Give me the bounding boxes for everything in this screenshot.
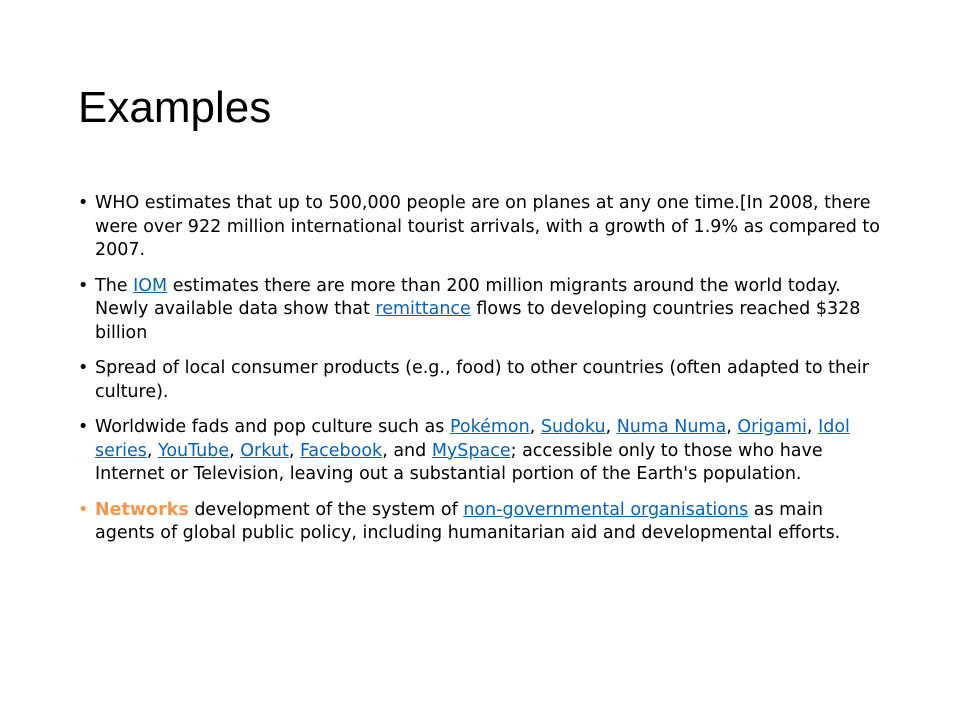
bullet-item-iom bbox=[78, 275, 886, 346]
link-sudoku[interactable]: Sudoku bbox=[540, 417, 606, 437]
link-ngo[interactable]: non-governmental organisations bbox=[463, 499, 749, 520]
bullet-list bbox=[78, 192, 886, 558]
link-remittance[interactable]: remittance bbox=[375, 299, 471, 319]
bullet-item-consumer-products bbox=[78, 357, 886, 404]
bullet-item-who bbox=[78, 192, 886, 263]
link-orkut[interactable]: Orkut bbox=[240, 440, 289, 461]
bullet-icon: • bbox=[78, 499, 89, 520]
highlight-networks: Networks bbox=[95, 499, 189, 520]
bullet-icon: • bbox=[78, 193, 89, 213]
separator: , bbox=[288, 440, 300, 461]
separator: , and bbox=[382, 440, 432, 461]
link-youtube[interactable]: YouTube bbox=[157, 440, 230, 461]
link-origami[interactable]: Origami bbox=[737, 417, 807, 437]
bullet-icon: • bbox=[78, 275, 89, 296]
bullet-text: WHO estimates that up to 500,000 people are on planes at any one time.[In 2008, there were over 922 million international tourist arrivals, with a growth of 1.9% as compared to 2007. bbox=[95, 193, 881, 260]
bullet-text: as main agents of global public policy, including humanitarian aid and developmental efforts. bbox=[95, 499, 841, 543]
separator: , bbox=[726, 417, 738, 437]
separator: , bbox=[146, 440, 158, 461]
separator: , bbox=[229, 440, 241, 461]
link-numa-numa[interactable]: Numa Numa bbox=[616, 417, 727, 437]
link-idol-series[interactable]: Idol series bbox=[95, 417, 850, 461]
link-facebook[interactable]: Facebook bbox=[299, 440, 383, 461]
bullet-text: ; accessible only to those who have Internet or Television, leaving out a substantial portion of the Earth's population. bbox=[95, 440, 823, 484]
bullet-icon: • bbox=[78, 417, 89, 437]
link-iom[interactable]: IOM bbox=[133, 275, 168, 296]
bullet-text: Worldwide fads and pop culture such as bbox=[95, 417, 450, 437]
separator: , bbox=[605, 417, 617, 437]
slide-title: Examples bbox=[78, 83, 272, 132]
separator: , bbox=[529, 417, 541, 437]
bullet-text: The bbox=[95, 275, 134, 296]
bullet-text: flows to developing countries reached $328 billion bbox=[95, 299, 861, 343]
bullet-item-pop-culture bbox=[78, 416, 886, 487]
bullet-item-networks bbox=[78, 499, 886, 546]
link-pokemon[interactable]: Pokémon bbox=[449, 417, 530, 437]
separator: , bbox=[806, 417, 819, 437]
bullet-text: Spread of local consumer products (e.g., food) to other countries (often adapted to their culture). bbox=[95, 358, 869, 402]
bullet-text: estimates there are more than 200 million migrants around the world today. Newly available data show that bbox=[95, 275, 841, 319]
link-myspace[interactable]: MySpace bbox=[431, 440, 511, 461]
bullet-icon: • bbox=[78, 358, 89, 378]
bullet-text: development of the system of bbox=[188, 499, 464, 520]
